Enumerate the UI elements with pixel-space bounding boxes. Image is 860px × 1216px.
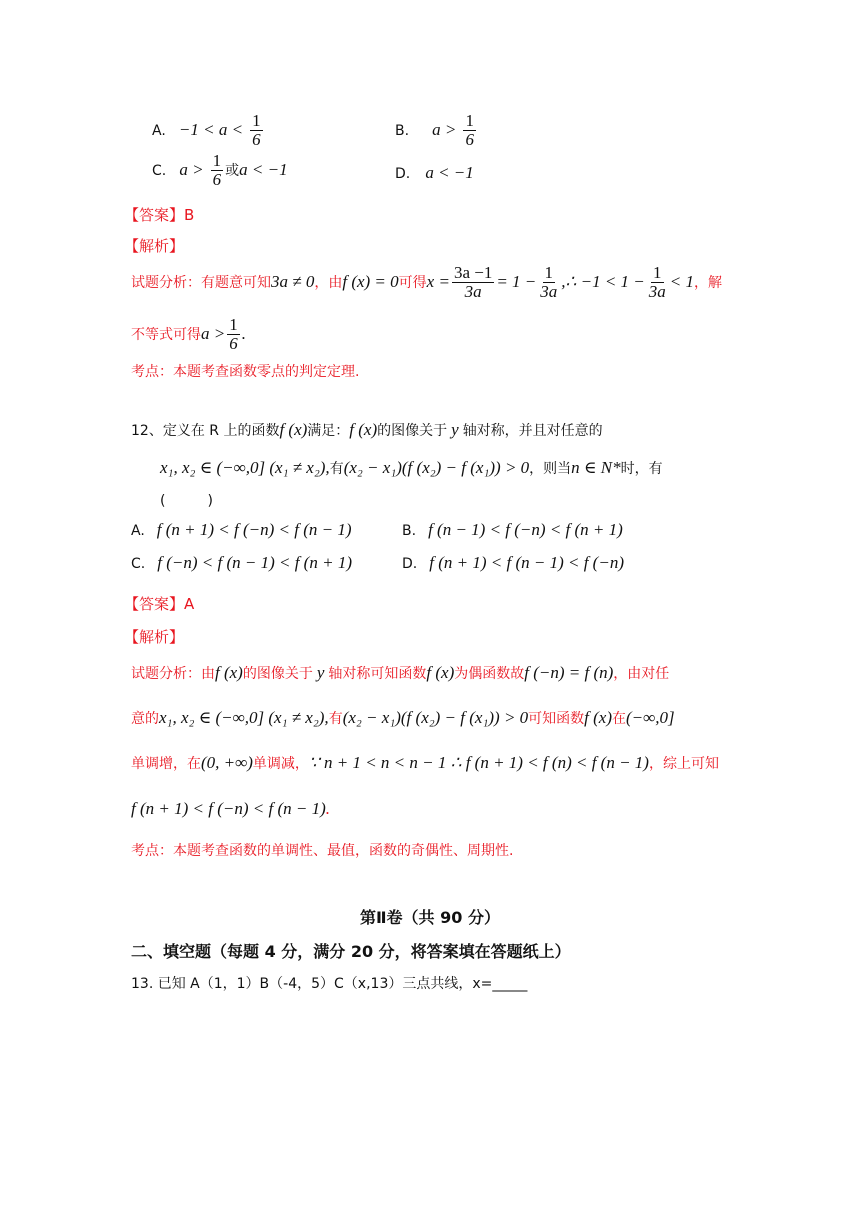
option-letter: D. [402, 556, 418, 572]
fraction [250, 112, 263, 149]
option-math: a > [179, 160, 204, 179]
frac-num: 3a −1 [453, 263, 493, 282]
q12-analysis-line1 [131, 663, 669, 683]
analysis-math: f (x) [584, 708, 613, 727]
q11-analysis-line2 [131, 316, 246, 353]
frac-num: 1 [544, 263, 554, 282]
frac-den: 3a [648, 282, 666, 301]
q12-kaodian: 考点：本题考查函数的单调性、最值，函数的奇偶性、周期性. [131, 843, 514, 859]
q12-analysis-line2 [131, 708, 675, 728]
frac-num: 1 [252, 111, 261, 130]
analysis-math: . [241, 324, 246, 343]
stem-math: f (x) [349, 420, 378, 439]
analysis-math: = 1 − [496, 272, 537, 291]
analysis-math: f (x) [426, 663, 455, 682]
analysis-text: 单调增，在 [131, 756, 201, 772]
stem-text: 时，有 [620, 461, 663, 477]
analysis-math: f (−n) = f (n) [524, 663, 614, 682]
section-heading: 二、填空题（每题 4 分，满分 20 分，将答案填在答题纸上） [131, 942, 571, 961]
stem-text: 12、定义在 R 上的函数 [131, 423, 280, 439]
analysis-math: ∵ n + 1 < n < n − 1 ∴ f (n + 1) < f (n) < f (n − 1) [308, 753, 649, 772]
analysis-math: y [316, 663, 325, 682]
stem-text: 轴对称，并且对任意的 [462, 423, 603, 439]
analysis-text: 在 [612, 711, 627, 727]
analysis-text: 可知函数 [528, 711, 585, 727]
frac-den: 6 [465, 130, 474, 149]
q12-answer-blank: ( ) [160, 493, 213, 509]
q11-option-b [395, 112, 478, 149]
option-math: f (n + 1) < f (−n) < f (n − 1) [156, 520, 352, 539]
q12-analysis-line3 [131, 753, 719, 773]
stem-math: x₁, x₂ ∈ (−∞,0] (x₁ ≠ x₂), [160, 458, 330, 477]
part2-title: 第Ⅱ卷（共 90 分） [360, 908, 500, 927]
fraction [463, 112, 476, 149]
fraction [647, 264, 668, 301]
stem-math: (x₂ − x₁)(f (x₂) − f (x₁)) > 0 [343, 458, 530, 477]
q12-option-c [131, 553, 352, 573]
option-math: f (n − 1) < f (−n) < f (n + 1) [428, 520, 623, 539]
analysis-math: (0, +∞) [201, 753, 253, 772]
stem-math: y [451, 420, 459, 439]
fraction [227, 316, 240, 353]
frac-den: 6 [229, 334, 238, 353]
analysis-math: ,∴ −1 < 1 − [561, 272, 645, 291]
q11-analysis-label: 【解析】 [124, 237, 185, 255]
stem-math: f (x) [279, 420, 308, 439]
option-math: f (−n) < f (n − 1) < f (n + 1) [157, 553, 352, 572]
frac-den: 6 [252, 130, 261, 149]
q12-stem-line2 [160, 458, 663, 478]
option-letter: C. [152, 163, 167, 179]
analysis-text: 试题分析：有题意可知 [131, 275, 271, 291]
analysis-math: (−∞,0] [626, 708, 675, 727]
frac-den: 3a [464, 282, 482, 301]
option-math: −1 < a < [178, 120, 244, 139]
q11-option-d [395, 163, 474, 183]
frac-num: 1 [653, 263, 662, 282]
q11-kaodian: 考点：本题考查函数零点的判定定理. [131, 364, 360, 380]
q12-option-a [131, 520, 352, 540]
analysis-math: x₁, x₂ ∈ (−∞,0] (x₁ ≠ x₂), [159, 708, 329, 727]
frac-num: 1 [229, 315, 238, 334]
option-math: f (n + 1) < f (n − 1) < f (−n) [429, 553, 624, 572]
analysis-math: (x₂ − x₁)(f (x₂) − f (x₁)) > 0 [342, 708, 529, 727]
stem-text: ，则当 [529, 461, 572, 477]
option-letter: B. [402, 523, 417, 539]
analysis-text: 轴对称可知函数 [328, 666, 427, 682]
analysis-text: 可得 [398, 275, 427, 291]
q11-analysis-line1 [131, 264, 722, 301]
q12-option-d [402, 553, 624, 573]
option-letter: A. [152, 123, 166, 139]
q12-option-b [402, 520, 623, 540]
analysis-text: 试题分析：由 [131, 666, 215, 682]
option-math: a < −1 [425, 163, 474, 182]
option-letter: C. [131, 556, 146, 572]
analysis-math: f (x) [215, 663, 243, 682]
analysis-math: x = [426, 272, 450, 291]
frac-den: 6 [212, 170, 222, 189]
q12-stem-line1 [131, 420, 603, 440]
q12-analysis-label: 【解析】 [124, 628, 185, 646]
analysis-text: ，综上可知 [648, 756, 719, 772]
analysis-math: < 1 [669, 272, 694, 291]
option-letter: A. [131, 523, 145, 539]
analysis-math: a > [201, 324, 226, 343]
frac-den: 3a [540, 282, 558, 301]
analysis-text: 为偶函数故 [454, 666, 525, 682]
q13-stem: 13. 已知 A（1，1）B（-4，5）C（x,13）三点共线，x=_____ [131, 976, 528, 992]
analysis-text: 意的 [131, 711, 159, 727]
analysis-text: 的图像关于 [242, 666, 313, 682]
option-math: a < −1 [239, 160, 288, 179]
q12-analysis-line4 [131, 799, 330, 819]
analysis-text: ，解 [694, 275, 722, 291]
option-letter: D. [395, 166, 411, 182]
analysis-math: 3a ≠ 0 [271, 272, 315, 291]
stem-text: 的图像关于 [377, 423, 448, 439]
analysis-text: ，由 [314, 275, 343, 291]
analysis-math: f (n + 1) < f (−n) < f (n − 1) [131, 799, 326, 818]
fraction [452, 264, 494, 301]
analysis-text: 不等式可得 [131, 327, 201, 343]
fraction [538, 264, 559, 301]
analysis-text: 单调减， [252, 756, 309, 772]
analysis-text: ，由对任 [613, 666, 670, 682]
q12-answer: 【答案】A [124, 595, 195, 613]
or-word: 或 [225, 163, 240, 179]
stem-math: n ∈ N* [571, 458, 621, 477]
q11-option-c [152, 152, 288, 189]
frac-num: 1 [465, 111, 474, 130]
stem-text: 满足： [307, 423, 350, 439]
q11-answer: 【答案】B [124, 206, 195, 224]
stem-text: 有 [329, 461, 344, 477]
frac-num: 1 [212, 151, 222, 170]
analysis-text: 有 [328, 711, 343, 727]
analysis-math: . [325, 799, 330, 818]
q11-option-a [152, 112, 265, 149]
option-math: a > [432, 120, 457, 139]
option-letter: B. [395, 123, 410, 139]
analysis-math: f (x) = 0 [342, 272, 399, 291]
fraction [211, 152, 224, 189]
